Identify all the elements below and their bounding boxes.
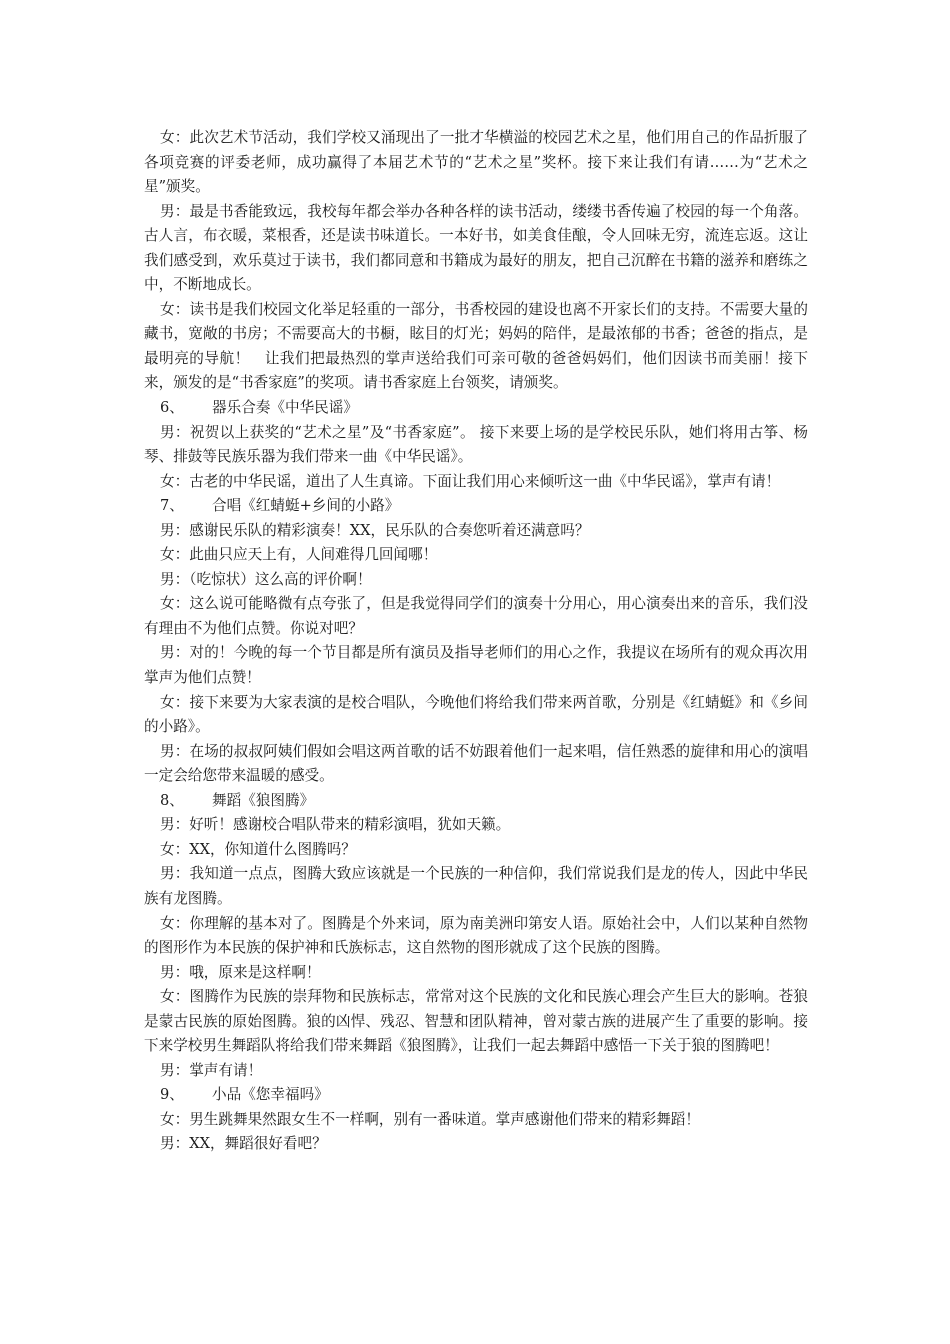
program-item: [144, 494, 808, 519]
dialogue-paragraph: 男：祝贺以上获奖的“艺术之星”及“书香家庭”。 接下来要上场的是学校民乐队，她们将用古筝、杨琴、排鼓等民族乐器为我们带来一曲《中华民谣》。: [144, 423, 808, 466]
dialogue-paragraph: 女：男生跳舞果然跟女生不一样啊，别有一番味道。掌声感谢他们带来的精彩舞蹈！: [160, 1110, 700, 1128]
dialogue-paragraph: 男：在场的叔叔阿姨们假如会唱这两首歌的话不妨跟着他们一起来唱，信任熟悉的旋律和用心的演唱一定会给您带来温暖的感受。: [144, 742, 808, 785]
dialogue-paragraph: 女：此次艺术节活动，我们学校又涌现出了一批才华横溢的校园艺术之星，他们用自己的作品折服了各项竞赛的评委老师，成功赢得了本届艺术节的“艺术之星”奖杯。接下来让我们有请……为“艺术之星”颁奖。: [144, 129, 808, 196]
dialogue-paragraph: 男：好听！感谢校合唱队带来的精彩演唱，犹如天籁。: [160, 816, 511, 834]
program-item-number: 9、: [160, 1086, 184, 1104]
dialogue-paragraph: 女：接下来要为大家表演的是校合唱队，今晚他们将给我们带来两首歌，分别是《红蜻蜓》和《乡间的小路》。: [144, 693, 808, 736]
program-item: [144, 396, 808, 421]
document-body: [144, 126, 808, 1157]
dialogue-paragraph: 男：XX，舞蹈很好看吧？: [160, 1135, 327, 1153]
dialogue-paragraph: 女：古老的中华民谣，道出了人生真谛。下面让我们用心来倾听这一曲《中华民谣》，掌声有请！: [160, 472, 781, 490]
dialogue-paragraph: 女：XX，你知道什么图腾吗？: [160, 840, 356, 858]
dialogue-paragraph: 女：你理解的基本对了。图腾是个外来词，原为南美洲印第安人语。原始社会中，人们以某种自然物的图形作为本民族的保护神和氏族标志，这自然物的图形就成了这个民族的图腾。: [144, 914, 808, 957]
dialogue-paragraph: 男：感谢民乐队的精彩演奏！XX，民乐队的合奏您听着还满意吗？: [160, 521, 590, 539]
dialogue-paragraph: 男：最是书香能致远，我校每年都会举办各种各样的读书活动，缕缕书香传遍了校园的每一个角落。古人言，布衣暖，菜根香，还是读书味道长。一本好书，如美食佳酿，令人回味无穷，流连忘返。这让我们感受到，欢乐莫过于读书，我们都同意和书籍成为最好的朋友，把自己沉醉在书籍的滋养和磨练之中，不断地成长。: [144, 202, 808, 294]
program-item-title: 小品《您幸福吗》: [212, 1086, 329, 1104]
dialogue-paragraph: 女：此曲只应天上有，人间难得几回闻哪！: [160, 546, 438, 564]
program-item: [144, 789, 808, 814]
dialogue-paragraph: 男：掌声有请！: [160, 1061, 263, 1079]
dialogue-paragraph: 女：这么说可能略微有点夸张了，但是我觉得同学们的演奏十分用心，用心演奏出来的音乐，我们没有理由不为他们点赞。你说对吧？: [144, 595, 808, 637]
dialogue-paragraph: 男：我知道一点点，图腾大致应该就是一个民族的一种信仰，我们常说我们是龙的传人，因此中华民族有龙图腾。: [144, 865, 808, 907]
program-item-title: 合唱《红蜻蜓+乡间的小路》: [212, 497, 400, 515]
dialogue-paragraph: 男：对的！今晚的每一个节目都是所有演员及指导老师们的用心之作，我提议在场所有的观众再次用掌声为他们点赞！: [144, 644, 808, 687]
dialogue-paragraph: 女：图腾作为民族的崇拜物和民族标志，常常对这个民族的文化和民族心理会产生巨大的影响。苍狼是蒙古民族的原始图腾。狼的凶悍、残忍、智慧和团队精神，曾对蒙古族的进展产生了重要的影响。接下来学校男生舞蹈队将给我们带来舞蹈《狼图腾》，让我们一起去舞蹈中感悟一下关于狼的图腾吧！: [144, 988, 808, 1055]
program-item-title: 舞蹈《狼图腾》: [212, 791, 315, 809]
program-item: [144, 1083, 808, 1108]
dialogue-paragraph: 女：读书是我们校园文化举足轻重的一部分，书香校园的建设也离不开家长们的支持。不需要大量的藏书，宽敞的书房；不需要高大的书橱，眩目的灯光；妈妈的陪伴，是最浓郁的书香；爸爸的指点，是最明亮的导航！ 让我们把最热烈的掌声送给我们可亲可敬的爸爸妈妈们，他们因读书而美丽！接下来，颁发的是“书香家庭”的奖项。请书香家庭上台领奖，请颁奖。: [144, 300, 808, 392]
program-item-title: 器乐合奏《中华民谣》: [212, 399, 358, 417]
dialogue-paragraph: 男：哦，原来是这样啊！: [160, 963, 321, 981]
program-item-number: 7、: [160, 497, 184, 515]
dialogue-paragraph: 男：（吃惊状）这么高的评价啊！: [160, 570, 372, 588]
program-item-number: 6、: [160, 399, 184, 417]
program-item-number: 8、: [160, 791, 184, 809]
